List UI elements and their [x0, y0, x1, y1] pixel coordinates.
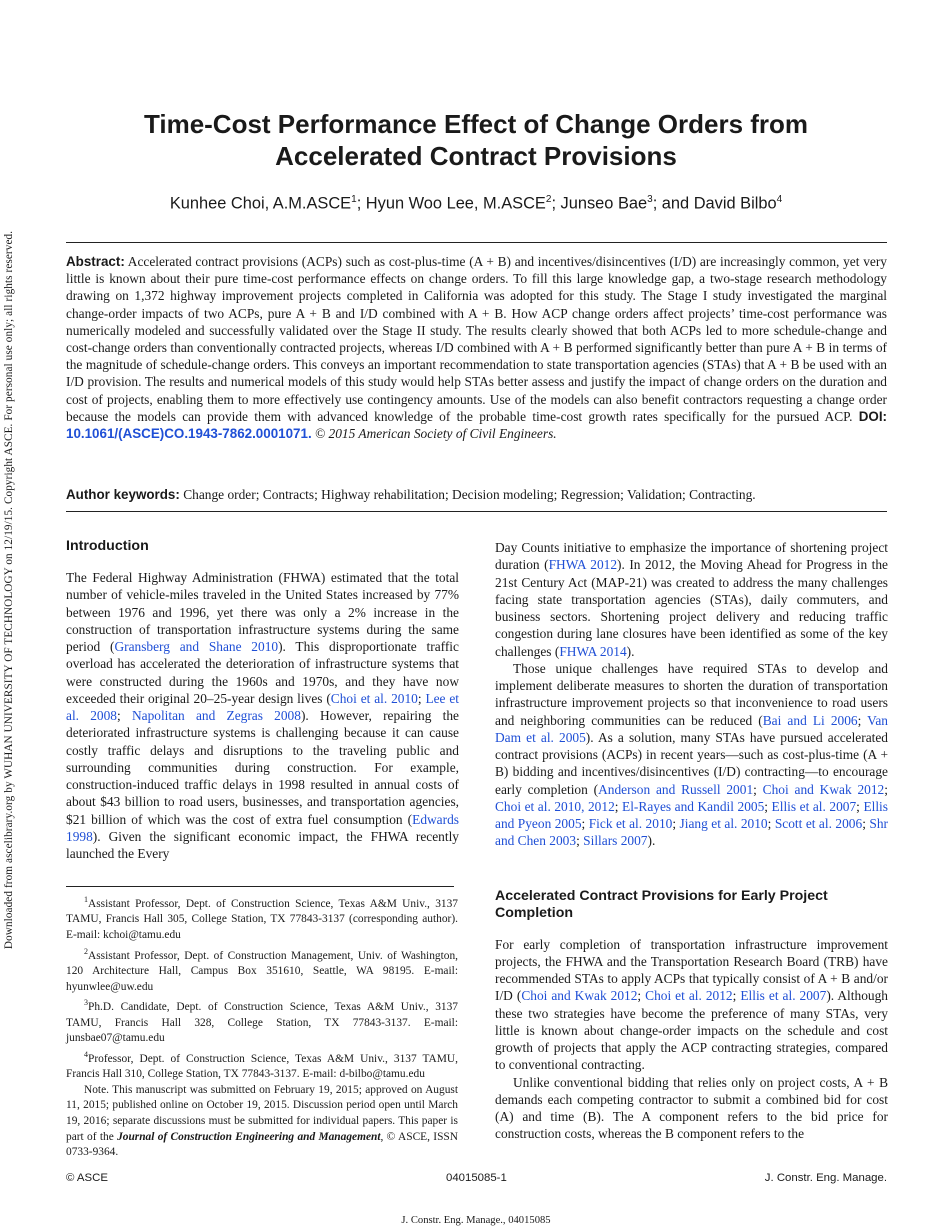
author-separator: ;	[356, 194, 366, 213]
paragraph: For early completion of transportation infrastructure improvement projects, the FHWA and the Transportation Research Board (TRB) have recommended STAs to apply ACPs that typically consist of A + B and/or I/D (Choi and Kwak 2012; Choi et al. 2012; Ellis et al. 2007). Although these two strategies have become the preference of many STAs, very little is known about change-order impacts on the schedule and cost growth of projects that apply the ACP contracting strategies, compared to conventional contracting.	[495, 936, 888, 1073]
title-line-1: Time-Cost Performance Effect of Change Orders from	[143, 109, 809, 139]
citation-link[interactable]: Gransberg and Shane 2010	[114, 639, 279, 654]
footer-journal: J. Constr. Eng. Manage.	[764, 1172, 887, 1184]
citation-link[interactable]: Bai and Li 2006	[762, 712, 858, 728]
paragraph	[495, 539, 888, 660]
citation-link[interactable]: Choi et al. 2010, 2012	[495, 798, 615, 814]
abstract-top-rule	[66, 242, 887, 243]
author-list	[66, 189, 886, 214]
note-text: Note. This manuscript was submitted on February 19, 2015; approved on August 11, 2015; published online on October 19, 2015. Discussion period open until March 19, 2016; separate discussions must be submitted for individual papers. This paper is part of the	[66, 1083, 458, 1143]
author-name: Kunhee Choi, A.M.ASCE	[169, 194, 352, 213]
paragraph-text: For early completion of transportation infrastructure improvement projects, the FHWA and the Transportation Research Board (TRB) have recommended STAs to apply ACPs that typically consist of A + B and/or I/D (	[495, 936, 888, 1004]
keywords-text: Change order; Contracts; Highway rehabilitation; Decision modeling; Regression; Validation; Contracting.	[179, 487, 756, 502]
footer-copyright: © ASCE	[66, 1172, 108, 1184]
download-watermark	[2, 195, 16, 985]
citation-link[interactable]: FHWA 2012	[548, 557, 618, 573]
submission-note	[66, 1083, 458, 1161]
citation-link[interactable]: Ellis et al. 2007	[740, 988, 827, 1004]
paragraph: Those unique challenges have required STAs to develop and implement deliberate measures to shorten the duration of transportation infrastructure improvement projects so that inconvenience to road users and neighboring communities can be reduced (Bai and Li 2006; Van Dam et al. 2005). As a solution, many STAs have pursued accelerated contract provisions (ACPs) in recent years—such as cost-plus-time (A + B) bidding and incentives/disincentives (I/D) contracting—to encourage early completion (Anderson and Russell 2001; Choi and Kwak 2012; Choi et al. 2010, 2012; El-Rayes and Kandil 2005; Ellis et al. 2007; Ellis and Pyeon 2005; Fick et al. 2010; Jiang et al. 2010; Scott et al. 2006; Shr and Chen 2003; Sillars 2007).	[495, 660, 889, 849]
paragraph-text: ). Given the significant economic impact, the FHWA recently launched the Every	[66, 828, 459, 861]
footnote-marker: 1	[84, 895, 88, 904]
footnote	[66, 1047, 458, 1083]
abstract-text: Accelerated contract provisions (ACPs) such as cost-plus-time (A + B) and incentives/disincentives (I/D) are increasingly common, yet very little is known about their pure time-cost performance effects on change orders. To fill this large knowledge gap, a two-stage research methodology drawing on 1,372 highway improvement projects completed in California was adopted for this study. The Stage I study investigated the marginal change-order impacts of two ACPs, pure A + B and I/D combined with A + B. How ACP change orders affect projects’ time-cost performance was numerically modeled and successfully validated over the Stage II study. The results clearly showed that both ACPs led to more schedule-change and cost-change orders than conventionally contracted projects, whereas I/D combined with A + B performed significantly better than pure A + B in terms of the magnitude of schedule-change orders. This conveys an important recommendation to state transportation agencies (STAs) that A + B be used with an I/D provision. The results and numerical models of this study would help STAs better assess and justify the impact of change orders on the duration and cost of projects, enabling them to more effectively use contingency amounts. Use of the models can also benefit contractors requesting a change order because the models can provide them with advanced knowledge of the probable time-cost growth rates specifically for the pursued ACP.	[66, 254, 887, 424]
author-name: Hyun Woo Lee, M.ASCE	[365, 194, 546, 213]
left-column	[66, 538, 459, 862]
citation-link[interactable]: El-Rayes and Kandil 2005	[622, 798, 765, 814]
footnote	[66, 944, 458, 996]
footnote-text: Assistant Professor, Dept. of Construction Management, Univ. of Washington, 120 Architecture Hall, Campus Box 351610, Seattle, WA 98195. E-mail: hyunwlee@uw.edu	[66, 949, 458, 993]
citation-link[interactable]: FHWA 2014	[559, 643, 627, 659]
paragraph-text: Those unique challenges have required STAs to develop and implement deliberate measures to shorten the duration of transportation infrastructure improvement projects so that inconvenience to road users and neighboring communities can be reduced (	[495, 660, 888, 728]
abstract	[66, 253, 887, 442]
citation-link[interactable]: Van Dam et al. 2005	[495, 712, 888, 745]
citation-link[interactable]: Choi and Kwak 2012	[521, 988, 638, 1004]
paragraph-text: Day Counts initiative to emphasize the importance of shortening project duration (	[495, 540, 888, 573]
abstract-label: Abstract:	[66, 254, 125, 269]
author-separator: ; and	[652, 194, 694, 213]
citation-link[interactable]: Scott et al. 2006	[774, 816, 863, 831]
section-heading-acp: Accelerated Contract Provisions for Early Project Completion	[495, 887, 828, 921]
paragraph: Unlike conventional bidding that relies only on project costs, A + B demands each competing contractor to submit a combined bid for cost (A) and time (B). The A component refers to the bid price for construction costs, whereas the B component refers to the	[495, 1074, 888, 1142]
citation-link[interactable]: Choi and Kwak 2012	[762, 781, 885, 797]
article-title	[66, 108, 886, 172]
abstract-bottom-rule	[66, 511, 887, 512]
paragraph: The Federal Highway Administration (FHWA) estimated that the total number of vehicle-miles traveled in the United States increased by 77% between 1976 and 1996, yet there was only a 2% increase in the construction of transportation infrastructure systems during the same period (Gransberg and Shane 2010). This disproportionate traffic overload has accelerated the deterioration of infrastructure systems that were constructed during the 1960s and 1970s, and they have now exceeded their original 20–25-year design lives (Choi et al. 2010; Lee et al. 2008; Napolitan and Zegras 2008). However, repairing the deteriorated infrastructure systems is challenging because it can cause costly traffic delays and disruptions to the traveling public and surrounding communities during construction. For example, construction-induced traffic delays in 1998 resulted in annual costs of about $43 billion to road users, businesses, and transportation agencies, $21 billion of which was the cost of extra fuel consumption (Edwards 1998). Given the significant economic impact, the FHWA recently launched the Every	[66, 570, 460, 861]
paragraph-text: ).	[626, 643, 635, 659]
footnote-text: Ph.D. Candidate, Dept. of Construction Science, Texas A&M Univ., 3137 TAMU, Francis Hall 328, College Station, TX 77843-3137. E-mail: junsbae07@tamu.edu	[66, 1000, 458, 1045]
copyright-line: © 2015 American Society of Civil Engineers.	[311, 426, 557, 442]
bottom-citation: J. Constr. Eng. Manage., 04015085	[401, 1215, 551, 1226]
affiliation-marker: 4	[776, 194, 783, 205]
paragraph-text: ). This disproportionate traffic overload has accelerated the deterioration of infrastructure systems that were constructed during the 1960s and 1970s, and they have now exceeded their original 20–25-year design lives (	[66, 639, 459, 706]
right-column	[495, 539, 888, 1143]
footnote-text: Assistant Professor, Dept. of Construction Science, Texas A&M Univ., 3137 TAMU, Francis Hall 305, College Station, TX 77843-3137 (corresponding author). E-mail: kchoi@tamu.edu	[66, 897, 458, 941]
footnotes	[66, 892, 458, 1161]
footnote-text: Professor, Dept. of Construction Science, Texas A&M Univ., 3137 TAMU, Francis Hall 310, College Station, TX 77843-3137. E-mail: d-bilbo@tamu.edu	[66, 1052, 458, 1081]
paragraph-text: The Federal Highway Administration (FHWA) estimated that the total number of vehicle-miles traveled in the United States increased by 77% between 1976 and 1996, yet there was only a 2% increase in the construction of transportation infrastructure systems during the same period (	[66, 570, 459, 654]
footnote	[66, 995, 458, 1047]
footnote	[66, 892, 458, 944]
citation-link[interactable]: Lee et al. 2008	[66, 690, 460, 723]
citation-link[interactable]: Shr and Chen 2003	[495, 816, 888, 849]
paragraph-text: ). As a solution, many STAs have pursued accelerated contract provisions (ACPs) in recent years—such as cost-plus-time (A + B) bidding and incentives/disincentives (I/D) contracting—to encourage early completion (	[495, 729, 889, 797]
author-separator: ;	[551, 194, 561, 213]
doi-link[interactable]: 10.1061/(ASCE)CO.1943-7862.0001071.	[66, 426, 312, 442]
citation-link[interactable]: Anderson and Russell 2001	[598, 781, 754, 797]
author-keywords	[66, 486, 887, 503]
citation-link[interactable]: Choi et al. 2010	[330, 690, 418, 706]
affiliation-marker: 1	[351, 194, 357, 205]
title-line-2: Accelerated Contract Provisions	[275, 141, 677, 171]
citation-link[interactable]: Jiang et al. 2010	[679, 816, 768, 831]
author-name: Junseo Bae	[560, 194, 648, 213]
citation-link[interactable]: Napolitan and Zegras 2008	[131, 708, 301, 723]
download-watermark-text: Downloaded from ascelibrary.org by WUHAN UNIVERSITY OF TECHNOLOGY on 12/19/15. Copyright ASCE. For personal use only; all rights reserved.	[3, 230, 15, 950]
paragraph-text: ). Although these two strategies have become the preference of many STAs, very little is known about change-order impacts on the schedule and cost growth of projects that apply the ACP contracting strategies, compared to conventional contracting.	[495, 988, 888, 1073]
author-name: David Bilbo	[693, 194, 777, 213]
citation-link[interactable]: Fick et al. 2010	[588, 816, 673, 831]
citation-link[interactable]: Ellis et al. 2007	[771, 798, 857, 814]
note-text: , © ASCE, ISSN 0733-9364.	[66, 1130, 458, 1159]
section-heading-introduction: Introduction	[66, 538, 149, 554]
citation-link[interactable]: Edwards 1998	[66, 811, 459, 844]
affiliation-marker: 2	[545, 194, 552, 205]
paragraph-text: ).	[647, 833, 656, 849]
citation-link[interactable]: Ellis and Pyeon 2005	[495, 798, 888, 831]
footer-page-id: 04015085-1	[446, 1172, 507, 1184]
citation-link[interactable]: Sillars 2007	[583, 833, 648, 849]
footnote-marker: 4	[84, 1049, 88, 1059]
keywords-label: Author keywords:	[66, 487, 180, 502]
citation-link[interactable]: Choi et al. 2012	[645, 988, 733, 1004]
footnote-marker: 2	[84, 946, 88, 956]
affiliation-marker: 3	[647, 194, 653, 205]
paragraph-text: ). However, repairing the deteriorated infrastructure systems is challenging because it can cause costly traffic delays and disruptions to the traveling public and surrounding communities during construction. For example, construction-induced traffic delays in 1998 resulted in annual costs of about $43 billion to road users, businesses, and transportation agencies, $21 billion of which was the cost of extra fuel consumption (	[66, 708, 459, 827]
footnote-marker: 3	[84, 998, 88, 1008]
paragraph-text: ). In 2012, the Moving Ahead for Progress in the 21st Century Act (MAP-21) was created to address the many challenges facing state transportation agencies (STAs), daily commuters, and business sectors. Shortening project delivery and reducing traffic congestion during lane closures have been identified as some of the key challenges (	[495, 557, 888, 659]
footnote-rule	[66, 886, 454, 887]
doi-label: DOI:	[858, 408, 887, 424]
journal-name: Journal of Construction Engineering and Management	[117, 1130, 381, 1143]
